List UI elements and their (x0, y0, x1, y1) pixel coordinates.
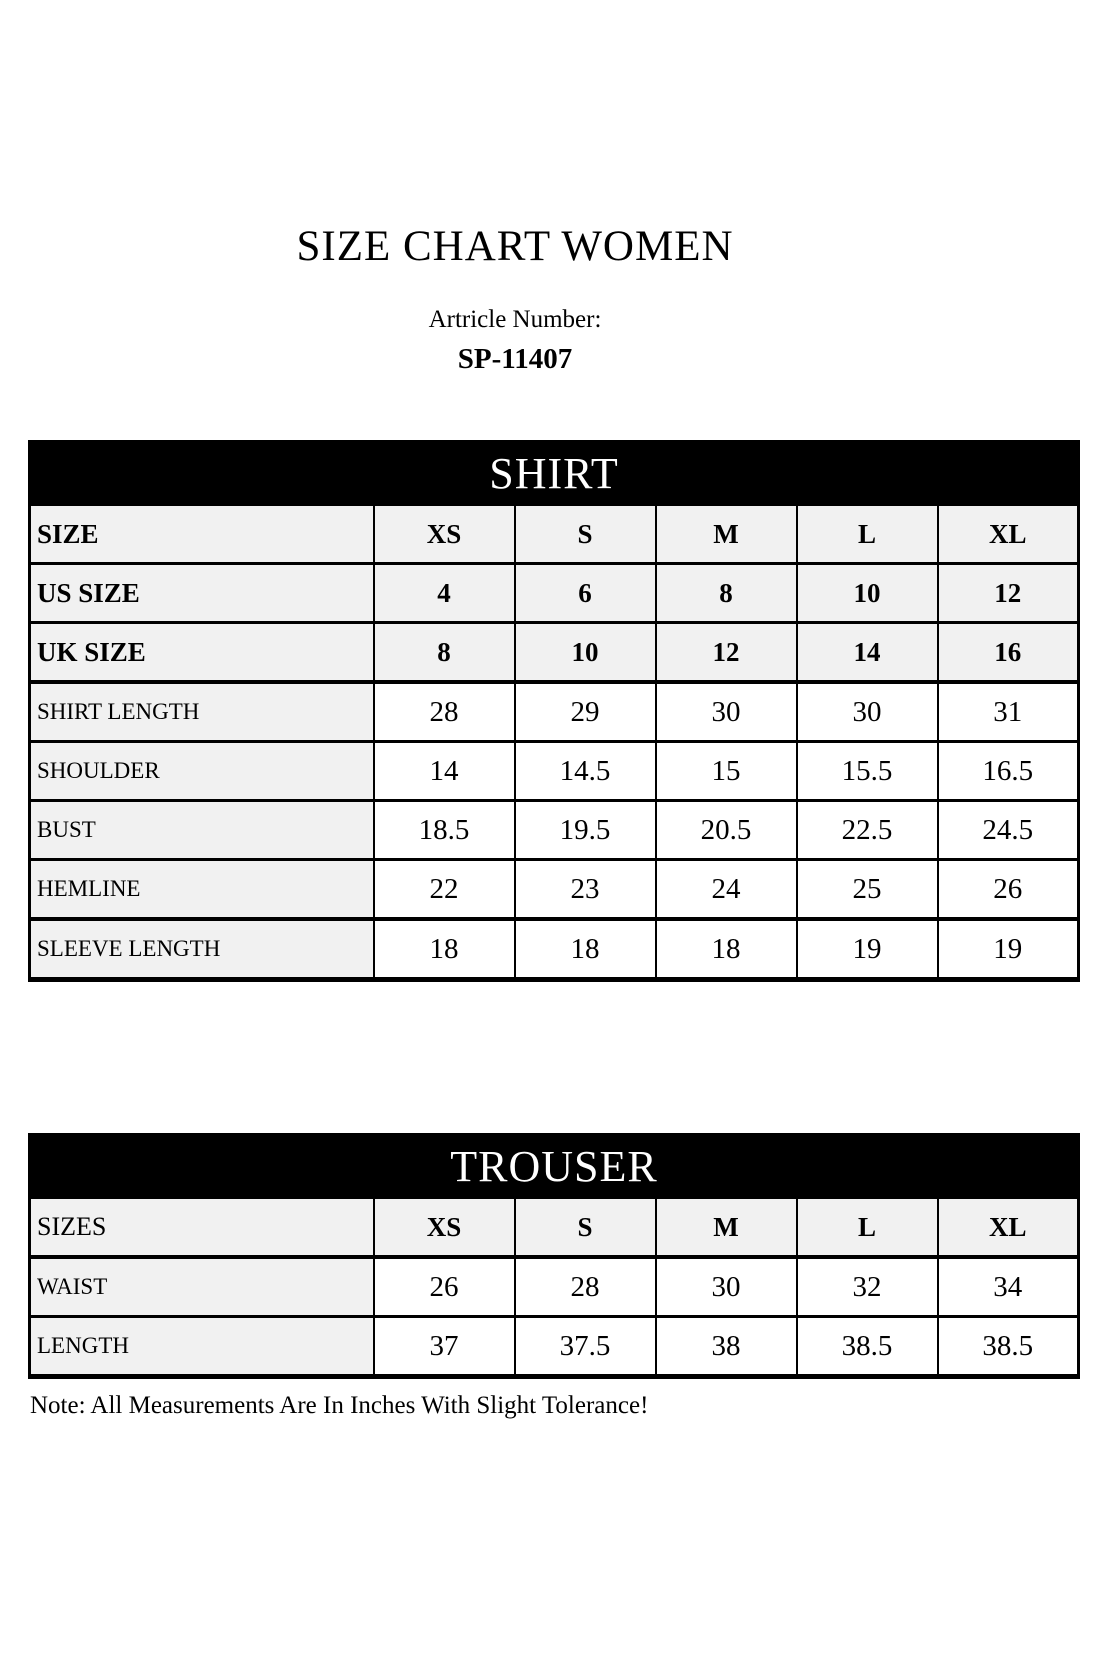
row-label: SHOULDER (30, 742, 374, 801)
cell-value: 24.5 (938, 801, 1079, 860)
sleeve-length-row (30, 919, 1079, 980)
cell-value: 32 (797, 1257, 938, 1317)
row-label: HEMLINE (30, 860, 374, 920)
cell-value: 23 (515, 860, 656, 920)
article-number-value: SP-11407 (457, 343, 573, 375)
trouser-table-banner-row (30, 1135, 1079, 1198)
cell-value: 8 (374, 623, 515, 683)
cell-value: 14 (374, 742, 515, 801)
cell-value: 18 (374, 919, 515, 980)
cell-value: 38.5 (938, 1317, 1079, 1377)
cell-value: L (797, 1198, 938, 1258)
cell-value: 19.5 (515, 801, 656, 860)
trouser-length-row (30, 1317, 1079, 1377)
cell-value: 14.5 (515, 742, 656, 801)
shirt-table-banner-row (30, 442, 1079, 505)
row-label: WAIST (30, 1257, 374, 1317)
cell-value: XS (374, 505, 515, 564)
cell-value: 26 (938, 860, 1079, 920)
row-label: BUST (30, 801, 374, 860)
row-label: US SIZE (30, 564, 374, 623)
cell-value: 8 (656, 564, 797, 623)
cell-value: 26 (374, 1257, 515, 1317)
cell-value: L (797, 505, 938, 564)
cell-value: XL (938, 1198, 1079, 1258)
shirt-size-row (30, 505, 1079, 564)
cell-value: 24 (656, 860, 797, 920)
cell-value: 25 (797, 860, 938, 920)
trouser-size-table (28, 1133, 1080, 1379)
cell-value: 30 (656, 1257, 797, 1317)
cell-value: 12 (656, 623, 797, 683)
cell-value: XL (938, 505, 1079, 564)
bust-row (30, 801, 1079, 860)
shirt-length-row (30, 682, 1079, 742)
cell-value: 4 (374, 564, 515, 623)
shirt-us-size-row (30, 564, 1079, 623)
waist-row (30, 1257, 1079, 1317)
measurement-note: Note: All Measurements Are In Inches With Slight Tolerance! (30, 1392, 649, 1419)
cell-value: 22.5 (797, 801, 938, 860)
row-label: SIZES (30, 1198, 374, 1258)
article-number-label: Artricle Number: (428, 306, 602, 333)
cell-value: 6 (515, 564, 656, 623)
shoulder-row (30, 742, 1079, 801)
cell-value: 28 (374, 682, 515, 742)
cell-value: XS (374, 1198, 515, 1258)
cell-value: 30 (797, 682, 938, 742)
cell-value: 29 (515, 682, 656, 742)
cell-value: 28 (515, 1257, 656, 1317)
row-label: SIZE (30, 505, 374, 564)
cell-value: 38.5 (797, 1317, 938, 1377)
cell-value: 19 (938, 919, 1079, 980)
cell-value: 16.5 (938, 742, 1079, 801)
row-label: LENGTH (30, 1317, 374, 1377)
shirt-uk-size-row (30, 623, 1079, 683)
page-title: SIZE CHART WOMEN (296, 223, 734, 270)
cell-value: 31 (938, 682, 1079, 742)
cell-value: M (656, 1198, 797, 1258)
cell-value: 10 (515, 623, 656, 683)
cell-value: 15.5 (797, 742, 938, 801)
cell-value: S (515, 1198, 656, 1258)
cell-value: 18 (515, 919, 656, 980)
cell-value: 38 (656, 1317, 797, 1377)
cell-value: 30 (656, 682, 797, 742)
cell-value: 16 (938, 623, 1079, 683)
cell-value: 37.5 (515, 1317, 656, 1377)
shirt-size-table (28, 440, 1080, 982)
cell-value: 18.5 (374, 801, 515, 860)
cell-value: 37 (374, 1317, 515, 1377)
cell-value: 10 (797, 564, 938, 623)
row-label: UK SIZE (30, 623, 374, 683)
cell-value: M (656, 505, 797, 564)
cell-value: 12 (938, 564, 1079, 623)
cell-value: 34 (938, 1257, 1079, 1317)
shirt-table-title: SHIRT (30, 442, 1079, 505)
cell-value: 22 (374, 860, 515, 920)
cell-value: 19 (797, 919, 938, 980)
cell-value: 20.5 (656, 801, 797, 860)
cell-value: 14 (797, 623, 938, 683)
trouser-table-title: TROUSER (30, 1135, 1079, 1198)
cell-value: S (515, 505, 656, 564)
trouser-sizes-row (30, 1198, 1079, 1258)
row-label: SHIRT LENGTH (30, 682, 374, 742)
cell-value: 18 (656, 919, 797, 980)
hemline-row (30, 860, 1079, 920)
row-label: SLEEVE LENGTH (30, 919, 374, 980)
cell-value: 15 (656, 742, 797, 801)
